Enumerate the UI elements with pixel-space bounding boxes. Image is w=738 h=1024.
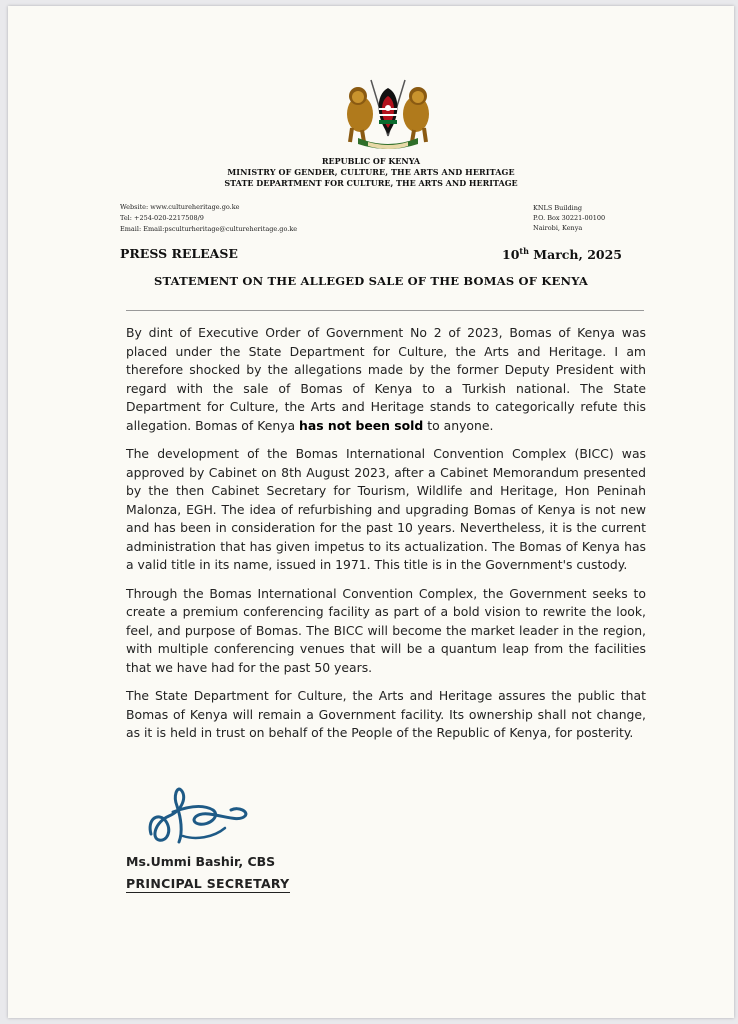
paragraph-1-text-b: to anyone.: [423, 417, 494, 433]
paragraph-1-text-a: By dint of Executive Order of Government No 2 of 2023, Bomas of Kenya was placed under the State Department for Culture, the Arts and Heritage. I am therefore shocked by the allegations made by the former Deputy President with regard with the sale of Bomas of Kenya to a Turkish national. The State Department for Culture, the Arts and Heritage stands to categorically refute this allegation. Bomas of Kenya: [126, 325, 646, 433]
paragraph-1: [126, 324, 646, 435]
date-rest: March, 2025: [528, 247, 622, 263]
city-line: Nairobi, Kenya: [533, 224, 583, 232]
kenya-coat-of-arms-icon: [338, 76, 438, 154]
date-suffix: th: [519, 246, 529, 256]
signatory-name: Ms.Ummi Bashir, CBS: [126, 854, 276, 869]
press-release-label: PRESS RELEASE: [120, 246, 238, 261]
paragraph-1-bold: has not been sold: [299, 417, 424, 433]
email-line: Email: Email:psculturheritage@cultureheritage.go.ke: [120, 225, 298, 233]
signature-icon: [143, 776, 253, 851]
release-date: [502, 246, 622, 262]
department-name: STATE DEPARTMENT FOR CULTURE, THE ARTS AND HERITAGE: [224, 178, 518, 188]
telephone-line: Tel: +254-020-2217508/9: [120, 214, 204, 222]
signatory-title: PRINCIPAL SECRETARY: [126, 876, 290, 891]
country-name: REPUBLIC OF KENYA: [321, 156, 421, 166]
building-line: KNLS Building: [533, 204, 583, 212]
statement-heading: STATEMENT ON THE ALLEGED SALE OF THE BOMAS OF KENYA: [154, 274, 588, 288]
paragraph-2: The development of the Bomas International Convention Complex (BICC) was approved by Cabinet on 8th August 2023, after a Cabinet Memorandum presented by the then Cabinet Secretary for Tourism, Wildlife and Heritage, Hon Peninah Malonza, EGH. The idea of refurbishing and upgrading Bomas of Kenya is not new and has been in consideration for the past 10 years. Nevertheless, it is the current administration that has given impetus to its actualization. The Bomas of Kenya has a valid title in its name, issued in 1971. This title is in the Government's custody.: [126, 446, 646, 572]
statement-body: [126, 324, 646, 753]
contact-block-left: [120, 202, 297, 235]
paragraph-3: Through the Bomas International Convention Complex, the Government seeks to create a premium conferencing facility as part of a bold vision to rewrite the look, feel, and purpose of Bomas. The BICC will become the market leader in the region, with multiple conferencing venues that will be a quantum leap from the facilities that we have had for the past 50 years.: [126, 585, 646, 675]
document-page: [8, 6, 734, 1018]
heading-divider: [126, 310, 644, 311]
po-box-line: P.O. Box 30221-00100: [533, 214, 606, 222]
contact-block-right: [533, 203, 605, 233]
website-line: Website: www.cultureheritage.go.ke: [120, 203, 240, 211]
date-day: 10: [502, 247, 520, 263]
ministry-name: MINISTRY OF GENDER, CULTURE, THE ARTS AND HERITAGE: [227, 167, 515, 177]
paragraph-4: The State Department for Culture, the Arts and Heritage assures the public that Bomas of Kenya will remain a Government facility. Its ownership shall not change, as it is held in trust on behalf of the People of the Republic of Kenya, for posterity.: [126, 688, 646, 740]
